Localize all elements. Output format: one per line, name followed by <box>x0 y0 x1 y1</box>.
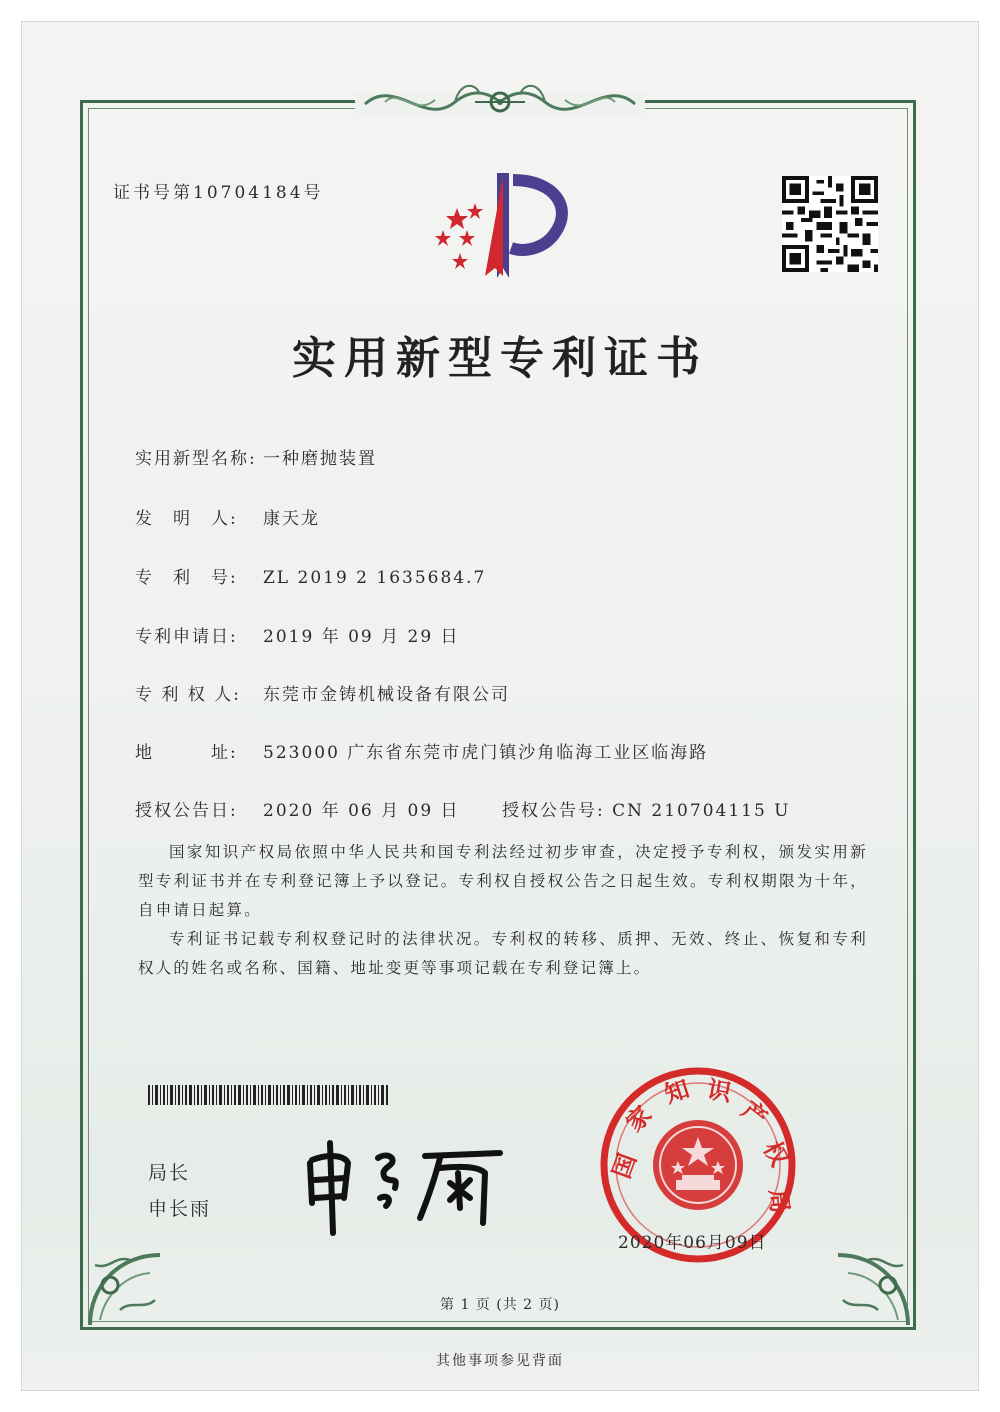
signatory-name: 申长雨 <box>148 1198 212 1220</box>
field-announce-date-label: 授权公告日: <box>135 801 238 821</box>
handwritten-signature-icon <box>300 1128 510 1238</box>
footer-note: 其他事项参见背面 <box>436 1353 564 1369</box>
seal-date: 2020年06月09日 <box>618 1233 767 1253</box>
certificate-number: 证书号第10704184号 <box>113 183 324 203</box>
field-announce-date <box>135 796 460 821</box>
field-inventor <box>135 504 320 529</box>
field-name-label: 实用新型名称: <box>135 449 257 469</box>
field-name-value: 一种磨抛装置 <box>263 449 377 469</box>
qr-code-icon <box>782 176 878 272</box>
field-filing-date-value: 2019 年 09 月 29 日 <box>263 627 460 647</box>
svg-text:权: 权 <box>757 1136 794 1172</box>
field-patent-no-value: ZL 2019 2 1635684.7 <box>263 568 487 588</box>
barcode-icon <box>148 1085 388 1105</box>
field-announce-date-value: 2020 年 06 月 09 日 <box>263 801 460 821</box>
field-patentee-value: 东莞市金铸机械设备有限公司 <box>263 685 510 705</box>
signatory-title: 局长 <box>148 1162 191 1184</box>
field-filing-date-label: 专利申请日: <box>135 627 238 647</box>
field-patent-no <box>135 563 486 588</box>
body-paragraph-2: 专利证书记载专利权登记时的法律状况。专利权的转移、质押、无效、终止、恢复和专利权人的姓名或名称、国籍、地址变更等事项记载在专利登记簿上。 <box>138 930 868 977</box>
field-address-value: 523000 广东省东莞市虎门镇沙角临海工业区临海路 <box>263 743 709 763</box>
svg-text:知: 知 <box>661 1074 693 1109</box>
corner-ornament-icon <box>80 1225 190 1335</box>
field-announce-no-label: 授权公告号: <box>502 801 605 821</box>
svg-text:产: 产 <box>736 1095 773 1133</box>
field-patentee-label: 专 利 权 人: <box>135 685 241 705</box>
field-announce-no-value: CN 210704115 U <box>612 801 791 821</box>
field-address-label: 地 址: <box>135 743 238 763</box>
field-announce-no <box>502 796 791 821</box>
corner-ornament-icon <box>808 1225 918 1335</box>
field-inventor-label: 发 明 人: <box>135 509 238 529</box>
field-patentee <box>135 680 510 705</box>
field-filing-date <box>135 622 460 647</box>
svg-text:国: 国 <box>607 1149 642 1183</box>
certificate-title: 实用新型专利证书 <box>292 333 708 384</box>
cnipa-logo-icon <box>425 168 575 283</box>
body-paragraph-1: 国家知识产权局依照中华人民共和国专利法经过初步审查，决定授予专利权，颁发实用新型专利证书并在专利登记簿上予以登记。专利权自授权公告之日起生效。专利权期限为十年，自申请日起算。 <box>138 843 868 919</box>
svg-text:家: 家 <box>620 1100 658 1138</box>
top-ornament-icon <box>355 72 645 132</box>
field-address <box>135 738 708 763</box>
field-patent-no-label: 专 利 号: <box>135 568 238 588</box>
svg-text:识: 识 <box>704 1075 734 1108</box>
field-inventor-value: 康天龙 <box>263 509 320 529</box>
page-number: 第 1 页 (共 2 页) <box>440 1297 560 1313</box>
field-name <box>135 444 377 469</box>
svg-text:局: 局 <box>764 1188 795 1215</box>
